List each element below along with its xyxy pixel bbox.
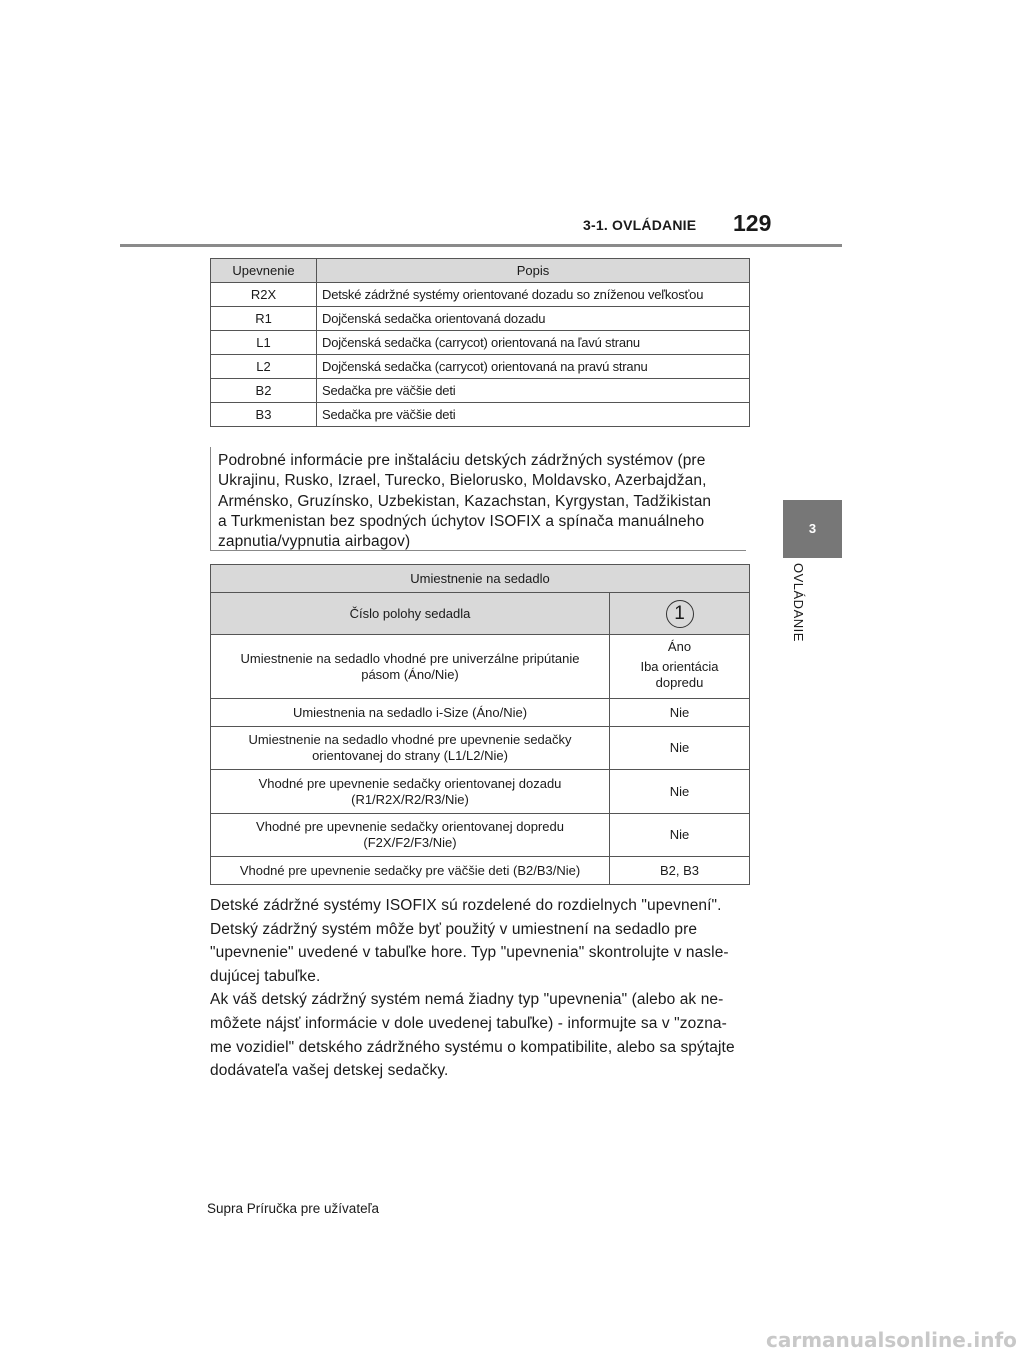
table-row — [211, 699, 750, 727]
row-value-line: dopredu — [655, 675, 704, 690]
body-line: Detské zádržné systémy ISOFIX sú rozdelené do rozdielnych "upevnení". — [210, 897, 722, 914]
fixture-description: Detské zádržné systémy orientované dozadu so zníženou veľkosťou — [317, 283, 750, 307]
note-line: Arménsko, Gruzínsko, Uzbekistan, Kazachstan, Kyrgystan, Tadžikistan — [218, 492, 712, 510]
fixture-table — [210, 258, 750, 427]
table-row — [211, 727, 750, 770]
fixture-code: L2 — [211, 355, 317, 379]
table-row — [211, 635, 750, 699]
note-line: Ukrajinu, Rusko, Izrael, Turecko, Bielorusko, Moldavsko, Azerbajdžan, — [218, 472, 707, 490]
header-rule — [120, 244, 842, 247]
chapter-label: OVLÁDANIE — [791, 563, 806, 642]
fixture-table-header — [211, 259, 750, 283]
table-row — [211, 403, 750, 427]
fixture-description: Dojčenská sedačka (carrycot) orientovaná na ľavú stranu — [317, 331, 750, 355]
row-label — [211, 770, 610, 814]
row-label — [211, 814, 610, 857]
row-label-line: (R1/R2X/R2/R3/Nie) — [351, 791, 469, 807]
row-label-line: Vhodné pre upevnenie sedačky orientovanej dozadu — [258, 775, 562, 791]
chapter-tab: 3 — [783, 500, 842, 558]
note-line: a Turkmenistan bez spodných úchytov ISOFIX a spínača manuálneho — [218, 512, 705, 530]
seat-table-title: Umiestnenie na sedadlo — [211, 565, 750, 593]
table-row — [211, 307, 750, 331]
fixture-code: R2X — [211, 283, 317, 307]
table-row — [211, 770, 750, 814]
body-line: "upevnenie" uvedené v tabuľke hore. Typ "upevnenia" skontrolujte v nasle- — [210, 944, 729, 962]
fixture-code: R1 — [211, 307, 317, 331]
fixture-description: Dojčenská sedačka (carrycot) orientovaná na pravú stranu — [317, 355, 750, 379]
row-value-line: Áno — [667, 639, 692, 654]
body-line: Ak váš detský zádržný systém nemá žiadny typ "upevnenia" (alebo ak ne- — [210, 991, 724, 1009]
row-label-line: Vhodné pre upevnenie sedačky orientovanej dopredu — [256, 819, 564, 834]
position-number-cell — [610, 593, 750, 635]
fixture-description: Dojčenská sedačka orientovaná dozadu — [317, 307, 750, 331]
row-value: Nie — [610, 770, 750, 814]
body-line: me vozidiel" detského zádržného systému o kompatibilite, alebo sa spýtajte — [210, 1038, 735, 1056]
page-footer: Supra Príručka pre užívateľa — [207, 1201, 380, 1216]
fixture-description: Sedačka pre väčšie deti — [317, 379, 750, 403]
fixture-code: B3 — [211, 403, 317, 427]
column-header: Popis — [317, 259, 750, 283]
body-line: môžete nájsť informácie v dole uvedenej tabuľke) - informujte sa v "zozna- — [210, 1014, 727, 1032]
fixture-code: B2 — [211, 379, 317, 403]
watermark: carmanualsonline.info — [766, 1328, 1017, 1352]
seat-table-title-row — [211, 565, 750, 593]
position-label: Číslo polohy sedadla — [211, 593, 610, 635]
table-row — [211, 283, 750, 307]
page-number: 129 — [733, 210, 772, 236]
body-line: dujúcej tabuľke. — [210, 967, 321, 985]
row-value: Nie — [610, 699, 750, 727]
section-title: 3-1. OVLÁDANIE — [583, 217, 697, 233]
seat-table-position-row — [211, 593, 750, 635]
row-value — [610, 635, 750, 699]
row-label-line: Umiestnenie na sedadlo vhodné pre upevnenie sedačky — [248, 732, 572, 747]
row-label: Umiestnenia na sedadlo i-Size (Áno/Nie) — [211, 699, 610, 727]
body-line: Detský zádržný systém môže byť použitý v umiestnení na sedadlo pre — [210, 920, 698, 938]
fixture-description: Sedačka pre väčšie deti — [317, 403, 750, 427]
row-value: B2, B3 — [610, 857, 750, 885]
fixture-code: L1 — [211, 331, 317, 355]
body-text — [210, 894, 755, 1083]
table-row — [211, 814, 750, 857]
row-label: Vhodné pre upevnenie sedačky pre väčšie deti (B2/B3/Nie) — [211, 857, 610, 885]
row-label-line: (F2X/F2/F3/Nie) — [363, 835, 457, 850]
row-label-line: Umiestnenie na sedadlo vhodné pre univerzálne pripútanie — [240, 650, 580, 666]
seat-position-number-icon: 1 — [666, 600, 694, 628]
row-label — [211, 635, 610, 699]
note-line: Podrobné informácie pre inštaláciu detských zádržných systémov (pre — [218, 452, 706, 469]
table-row — [211, 857, 750, 885]
row-label — [211, 727, 610, 770]
column-header: Upevnenie — [211, 259, 317, 283]
table-row — [211, 331, 750, 355]
note-line: zapnutia/vypnutia airbagov) — [218, 533, 411, 551]
body-line: dodávateľa vašej detskej sedačky. — [210, 1062, 449, 1080]
seat-position-table — [210, 564, 750, 885]
row-label-line: pásom (Áno/Nie) — [361, 666, 459, 682]
note-box — [210, 447, 746, 551]
row-label-line: orientovanej do strany (L1/L2/Nie) — [312, 748, 508, 763]
row-value: Nie — [610, 814, 750, 857]
row-value-line: Iba orientácia — [640, 659, 719, 674]
row-value: Nie — [610, 727, 750, 770]
table-row — [211, 379, 750, 403]
table-row — [211, 355, 750, 379]
